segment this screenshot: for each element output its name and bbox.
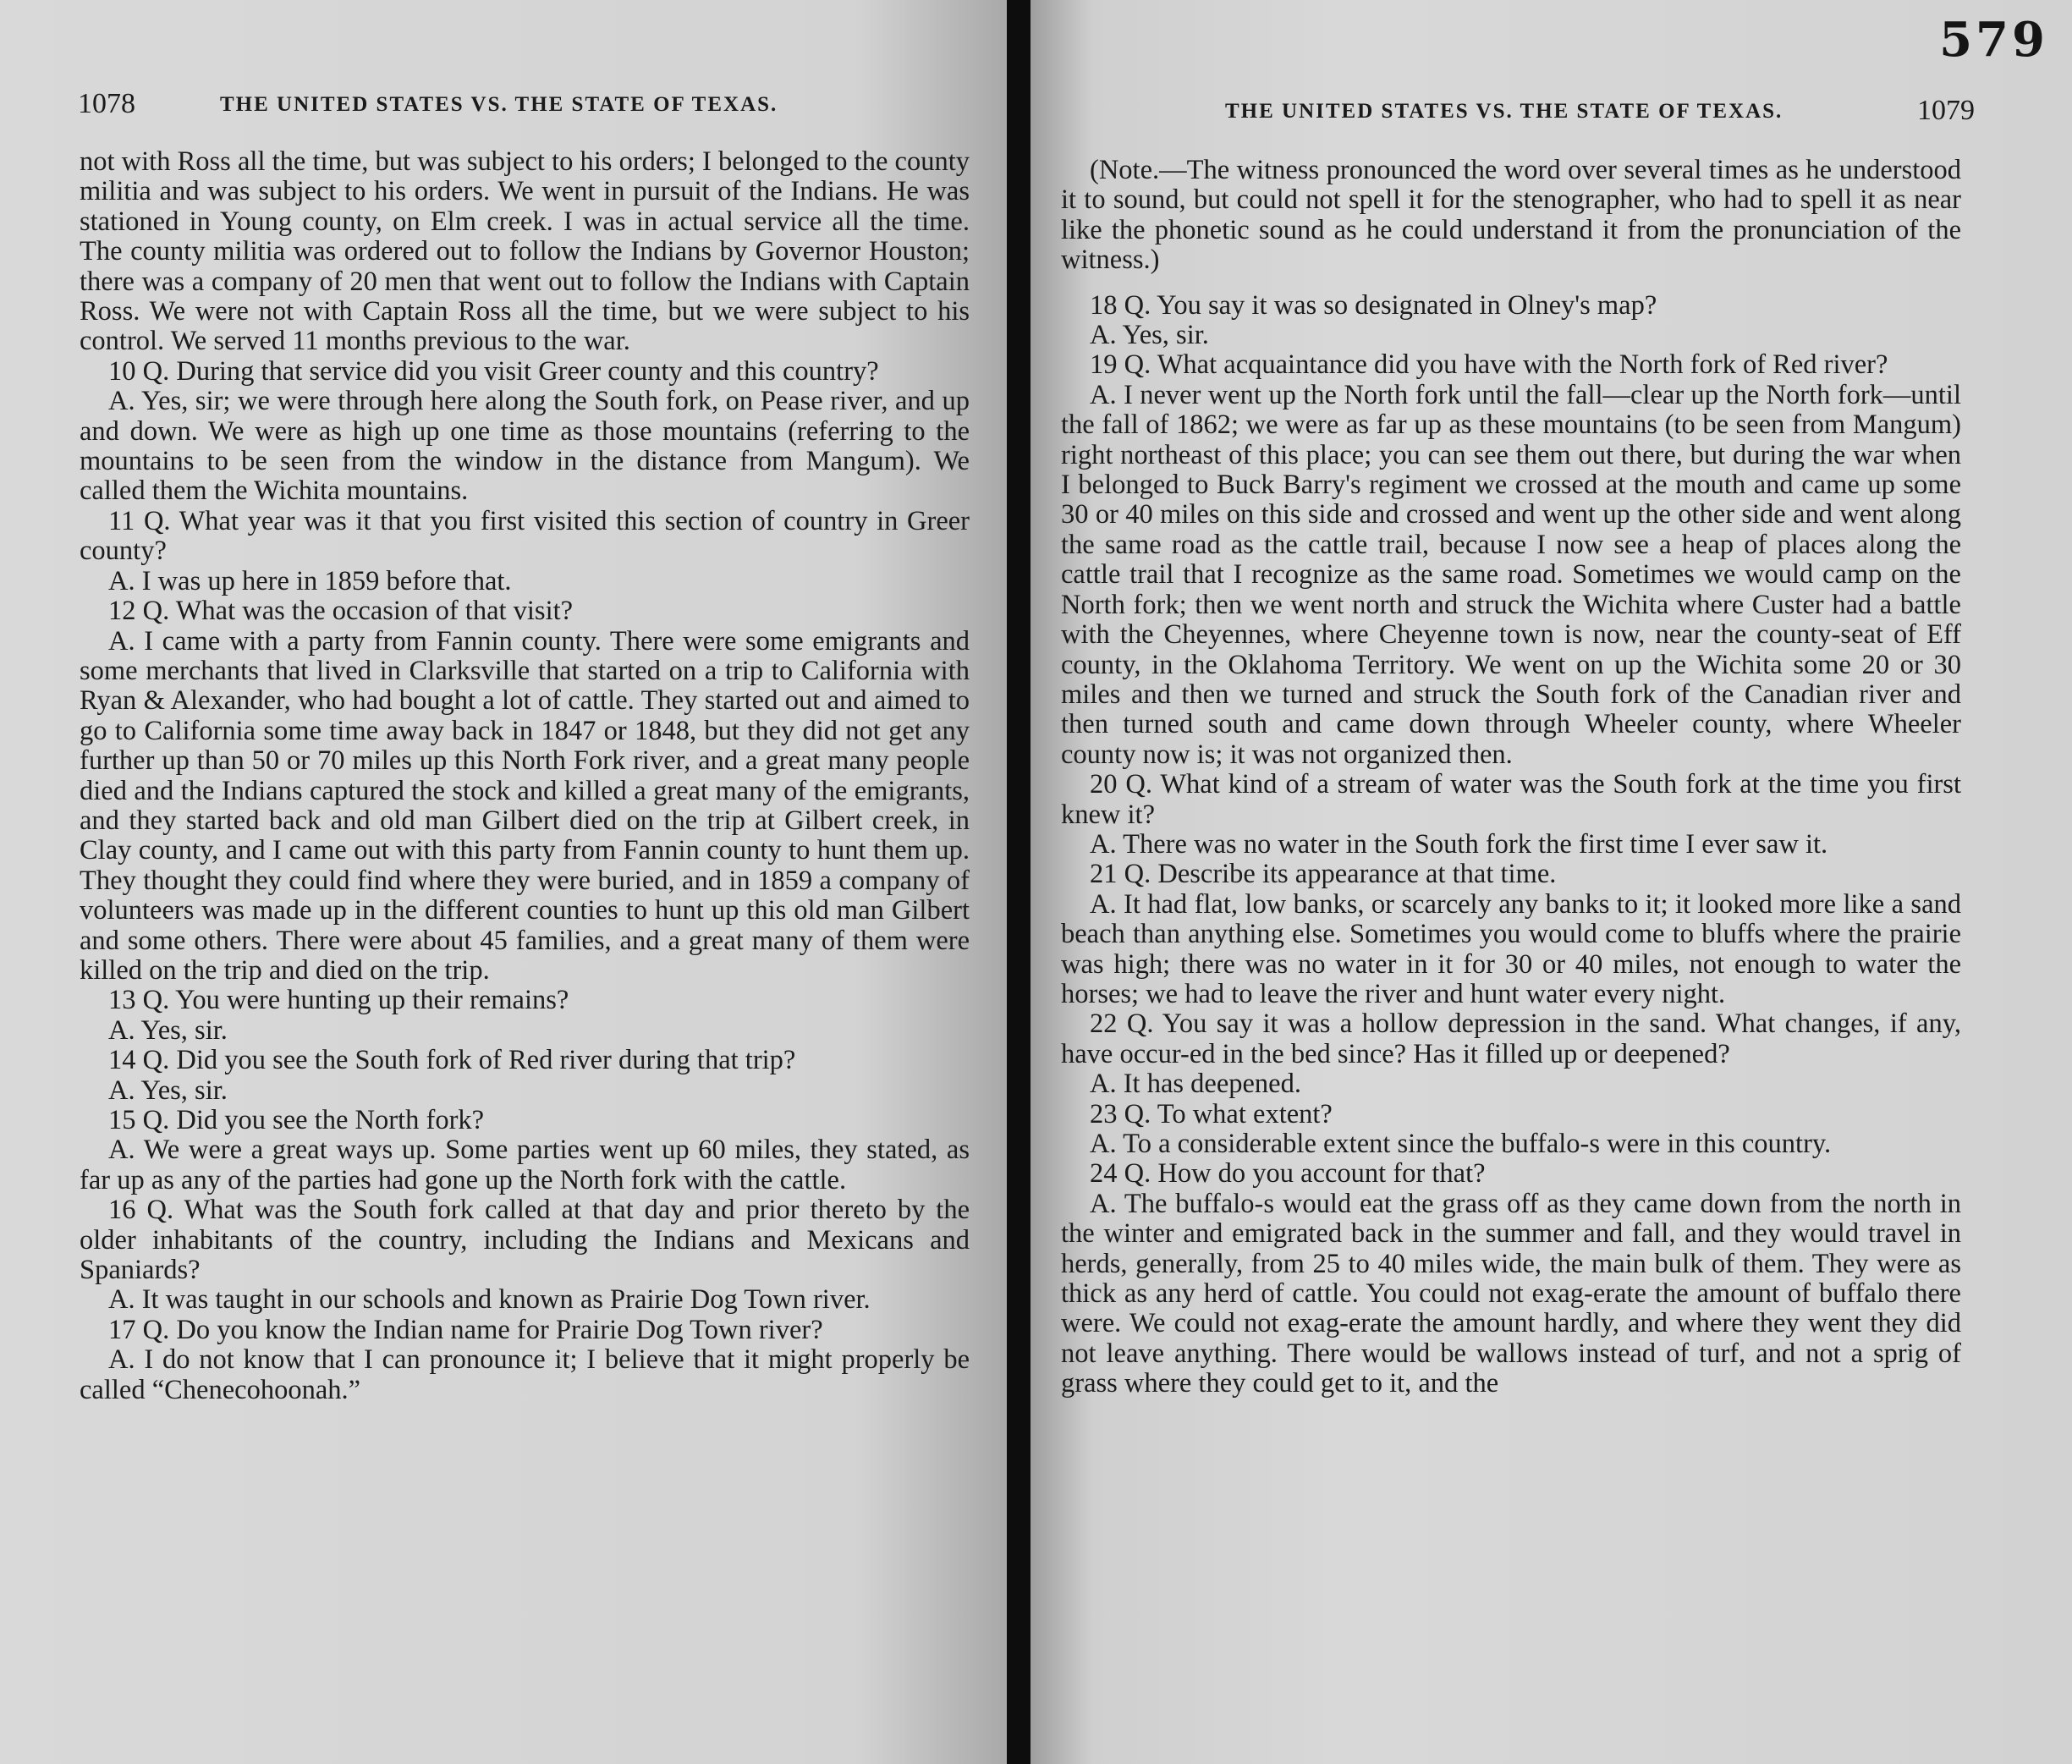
left-page	[0, 0, 1007, 1764]
question: 16 Q. What was the South fork called at that day and prior thereto by the older inhabitants of the country, including the Indians and Mexicans and Spaniards?	[80, 1195, 970, 1286]
paragraph: not with Ross all the time, but was subject to his orders; I belonged to the county militia and was subject to his orders. We went in pursuit of the Indians. He was stationed in Young county, on Elm creek. I was in actual service all the time. The county militia was ordered out to follow the Indians by Governor Houston; there was a company of 20 men that went out to follow the Indians with Captain Ross. We were not with Captain Ross all the time, but we were subject to his control. We served 11 months previous to the war.	[80, 146, 970, 357]
question: 17 Q. Do you know the Indian name for Prairie Dog Town river?	[108, 1314, 823, 1345]
answer: A. I was up here in 1859 before that.	[108, 565, 512, 596]
left-page-number: 1078	[78, 88, 135, 119]
right-running-head: THE UNITED STATES VS. THE STATE OF TEXAS.	[1225, 100, 1783, 123]
answer: A. Yes, sir; we were through here along the South fork, on Pease river, and up and down. We were as high up one time as those mountains (referring to the mountains to be seen from the window in the distance from Mangum). We called them the Wichita mountains.	[80, 386, 970, 507]
answer: A. It had flat, low banks, or scarcely any banks to it; it looked more like a sand beach than anything else. Sometimes you would come to bluffs where the prairie was high; there was no water in it for 30 or 40 miles, not enough to water the horses; we had to leave the river and hunt water every night.	[1061, 888, 1961, 1009]
right-page-body	[1061, 156, 1961, 1399]
question: 15 Q. Did you see the North fork?	[108, 1105, 485, 1135]
question: 18 Q. You say it was so designated in Olney's map?	[1090, 289, 1657, 321]
answer: A. Yes, sir.	[108, 1074, 228, 1106]
answer: A. The buffalo-s would eat the grass off as they came down from the north in the winter and emigrated back in the summer and fall, and they would travel in herds, generally, from 25 to 40 miles wide, the main bulk of them. They were as thick as any herd of cattle. You could not exag-erate the amount of buffalo there were. We could not exag-erate the amount hardly, and where they went they did not leave anything. There would be wallows instead of turf, and not a sprig of grass where they could get to it, and the	[1061, 1188, 1961, 1399]
question: 14 Q. Did you see the South fork of Red river during that trip?	[108, 1045, 796, 1076]
answer: A. It was taught in our schools and known as Prairie Dog Town river.	[108, 1284, 871, 1316]
right-page	[1031, 0, 2072, 1764]
left-page-header	[78, 88, 992, 122]
answer: A. We were a great ways up. Some parties went up 60 miles, they stated, as far up as any of the parties had gone up the North fork with the cattle.	[80, 1135, 970, 1195]
page-stamp: 579	[1939, 12, 2048, 68]
answer: A. There was no water in the South fork the first time I ever saw it.	[1090, 828, 1828, 860]
right-page-number: 1079	[1917, 95, 1975, 126]
note-paragraph: (Note.—The witness pronounced the word over several times as he understood it to sound, but could not spell it for the stenographer, who had to spell it as near like the phonetic sound as he could understand it from the pronunciation of the witness.)	[1061, 155, 1961, 276]
question: 10 Q. During that service did you visit Greer county and this country?	[108, 355, 879, 387]
question: 11 Q. What year was it that you first visited this section of country in Greer county?	[80, 505, 970, 567]
left-running-head: THE UNITED STATES VS. THE STATE OF TEXAS.	[220, 93, 778, 116]
answer: A. To a considerable extent since the buffalo-s were in this country.	[1090, 1129, 1832, 1159]
left-page-body	[80, 147, 970, 1405]
question: 20 Q. What kind of a stream of water was the South fork at the time you first knew it?	[1061, 769, 1961, 830]
question: 13 Q. You were hunting up their remains?	[108, 985, 569, 1016]
question: 23 Q. To what extent?	[1090, 1098, 1333, 1129]
answer: A. Yes, sir.	[1090, 320, 1209, 351]
question: 24 Q. How do you account for that?	[1090, 1158, 1486, 1190]
answer: A. It has deepened.	[1090, 1069, 1301, 1100]
question: 22 Q. You say it was a hollow depression in the sand. What changes, if any, have occur-ed in the bed since? Has it filled up or deepened?	[1061, 1008, 1961, 1069]
book-gutter	[1007, 0, 1031, 1764]
question: 12 Q. What was the occasion of that visit?	[108, 596, 574, 627]
answer: A. I came with a party from Fannin county. There were some emigrants and some merchants that lived in Clarksville that started on a trip to California with Ryan & Alexander, who had bought a lot of cattle. They started out and aimed to go to California some time away back in 1847 or 1848, but they did not get any further up than 50 or 70 miles up this North Fork river, and a great many people died and the Indians captured the stock and killed a great many of the emigrants, and they started back and old man Gilbert died on the trip at Gilbert creek, in Clay county, and I came out with this party from Fannin county to hunt them up. They thought they could find where they were buried, and in 1859 a company of volunteers was made up in the different counties to hunt up this old man Gilbert and some others. There were about 45 families, and a great many of them were killed on the trip and died on the trip.	[80, 625, 970, 986]
right-page-header	[1064, 95, 2046, 129]
question: 21 Q. Describe its appearance at that time.	[1090, 859, 1557, 890]
question: 19 Q. What acquaintance did you have with the North fork of Red river?	[1090, 349, 1888, 381]
answer: A. I never went up the North fork until the fall—clear up the North fork—until the fall of 1862; we were as far up as these mountains (to be seen from Mangum) right northeast of this place; you can see them out there, but during the war when I belonged to Buck Barry's regiment we crossed at the mouth and came up some 30 or 40 miles on this side and crossed and went up the other side and went along the same road as the cattle trail, because I now see a heap of places along the cattle trail that I recognize as the same road. Sometimes we would camp on the North fork; then we went north and struck the Wichita where Custer had a battle with the Cheyennes, where Cheyenne town is now, near the county-seat of Eff county, in the Oklahoma Territory. We went on up the Wichita some 20 or 30 miles and then we turned and struck the South fork of the Canadian river and then turned south and came down through Wheeler county, where Wheeler county now is; it was not organized then.	[1061, 379, 1961, 770]
answer: A. Yes, sir.	[108, 1014, 228, 1046]
answer: A. I do not know that I can pronounce it; I believe that it might properly be called “Chenecohoonah.”	[80, 1344, 970, 1405]
